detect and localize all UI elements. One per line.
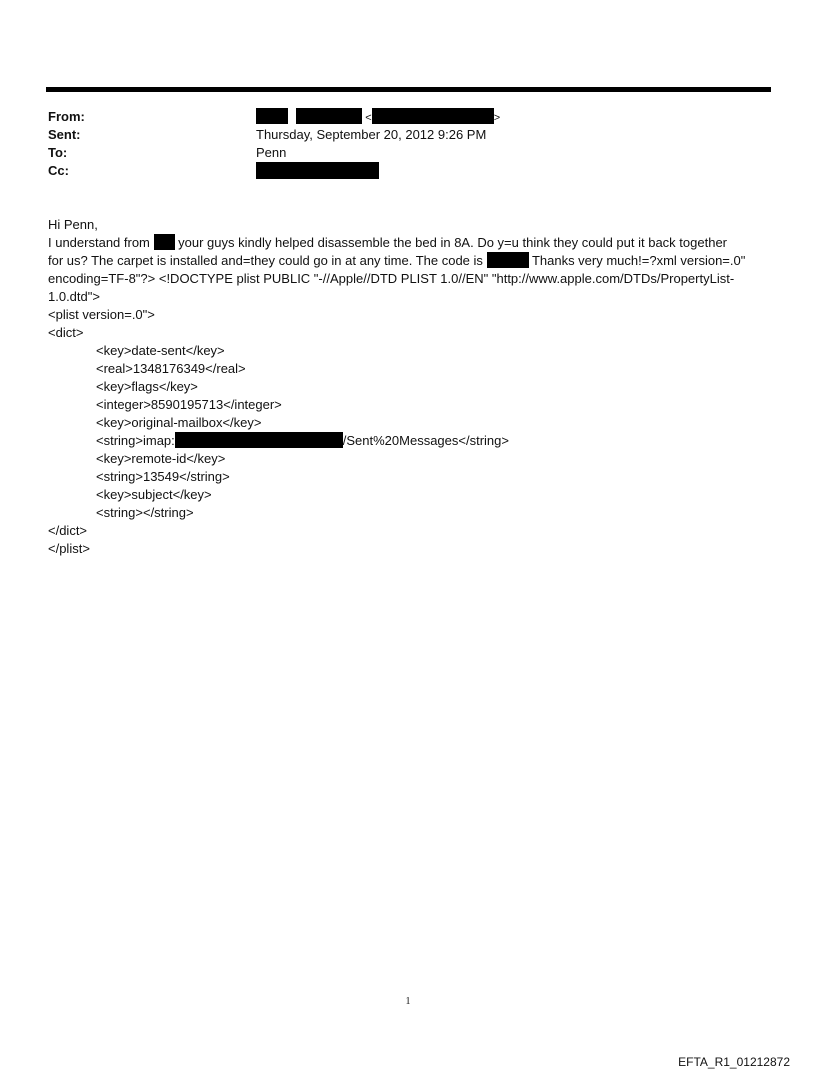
document-id: EFTA_R1_01212872 (678, 1055, 790, 1069)
redaction-box (256, 162, 379, 179)
header-rule (46, 87, 771, 92)
body-line: <key>date-sent</key> (96, 343, 225, 358)
message-body (48, 216, 768, 558)
greeting: Hi Penn, (48, 217, 98, 232)
body-line: <string>13549</string> (96, 469, 230, 484)
redaction-box (372, 108, 494, 124)
body-line: <integer>8590195713</integer> (96, 397, 282, 412)
page-number: 1 (405, 996, 411, 1007)
body-line: <dict> (48, 325, 84, 340)
body-line: <real>1348176349</real> (96, 361, 246, 376)
redaction-box (175, 432, 343, 448)
body-line: 1.0.dtd"> (48, 289, 100, 304)
from-email-close-bracket: > (493, 112, 501, 124)
from-label: From: (48, 109, 85, 124)
redaction-box (154, 234, 175, 250)
to-value: Penn (256, 145, 287, 160)
sent-label: Sent: (48, 127, 81, 142)
to-label: To: (48, 145, 68, 160)
body-line: for us? The carpet is installed and=they could go in at any time. The code is Thanks very much!=?xml version=.0" (48, 253, 746, 268)
sent-value: Thursday, September 20, 2012 9:26 PM (256, 127, 487, 142)
from-email-open-bracket: < (365, 112, 372, 124)
body-line: <plist version=.0"> (48, 307, 155, 322)
body-line: </dict> (48, 523, 88, 538)
redaction-box (296, 108, 362, 124)
body-line: <string>imap: /Sent%20Messages</string> (96, 433, 509, 448)
body-line: <key>flags</key> (96, 379, 198, 394)
body-line: <key>subject</key> (96, 487, 212, 502)
body-line: encoding=TF-8"?> <!DOCTYPE plist PUBLIC "-//Apple//DTD PLIST 1.0//EN" "http://www.apple.com/DTDs/PropertyList- (48, 271, 735, 286)
redaction-box (256, 108, 288, 124)
from-value (256, 108, 500, 127)
body-line: I understand from your guys kindly helped disassemble the bed in 8A. Do y=u think they could put it back together (48, 235, 727, 250)
body-line: <key>remote-id</key> (96, 451, 226, 466)
cc-value (256, 162, 379, 181)
body-line: </plist> (48, 541, 90, 556)
body-line: <key>original-mailbox</key> (96, 415, 262, 430)
cc-label: Cc: (48, 163, 69, 178)
body-line: <string></string> (96, 505, 194, 520)
redaction-box (487, 252, 529, 268)
